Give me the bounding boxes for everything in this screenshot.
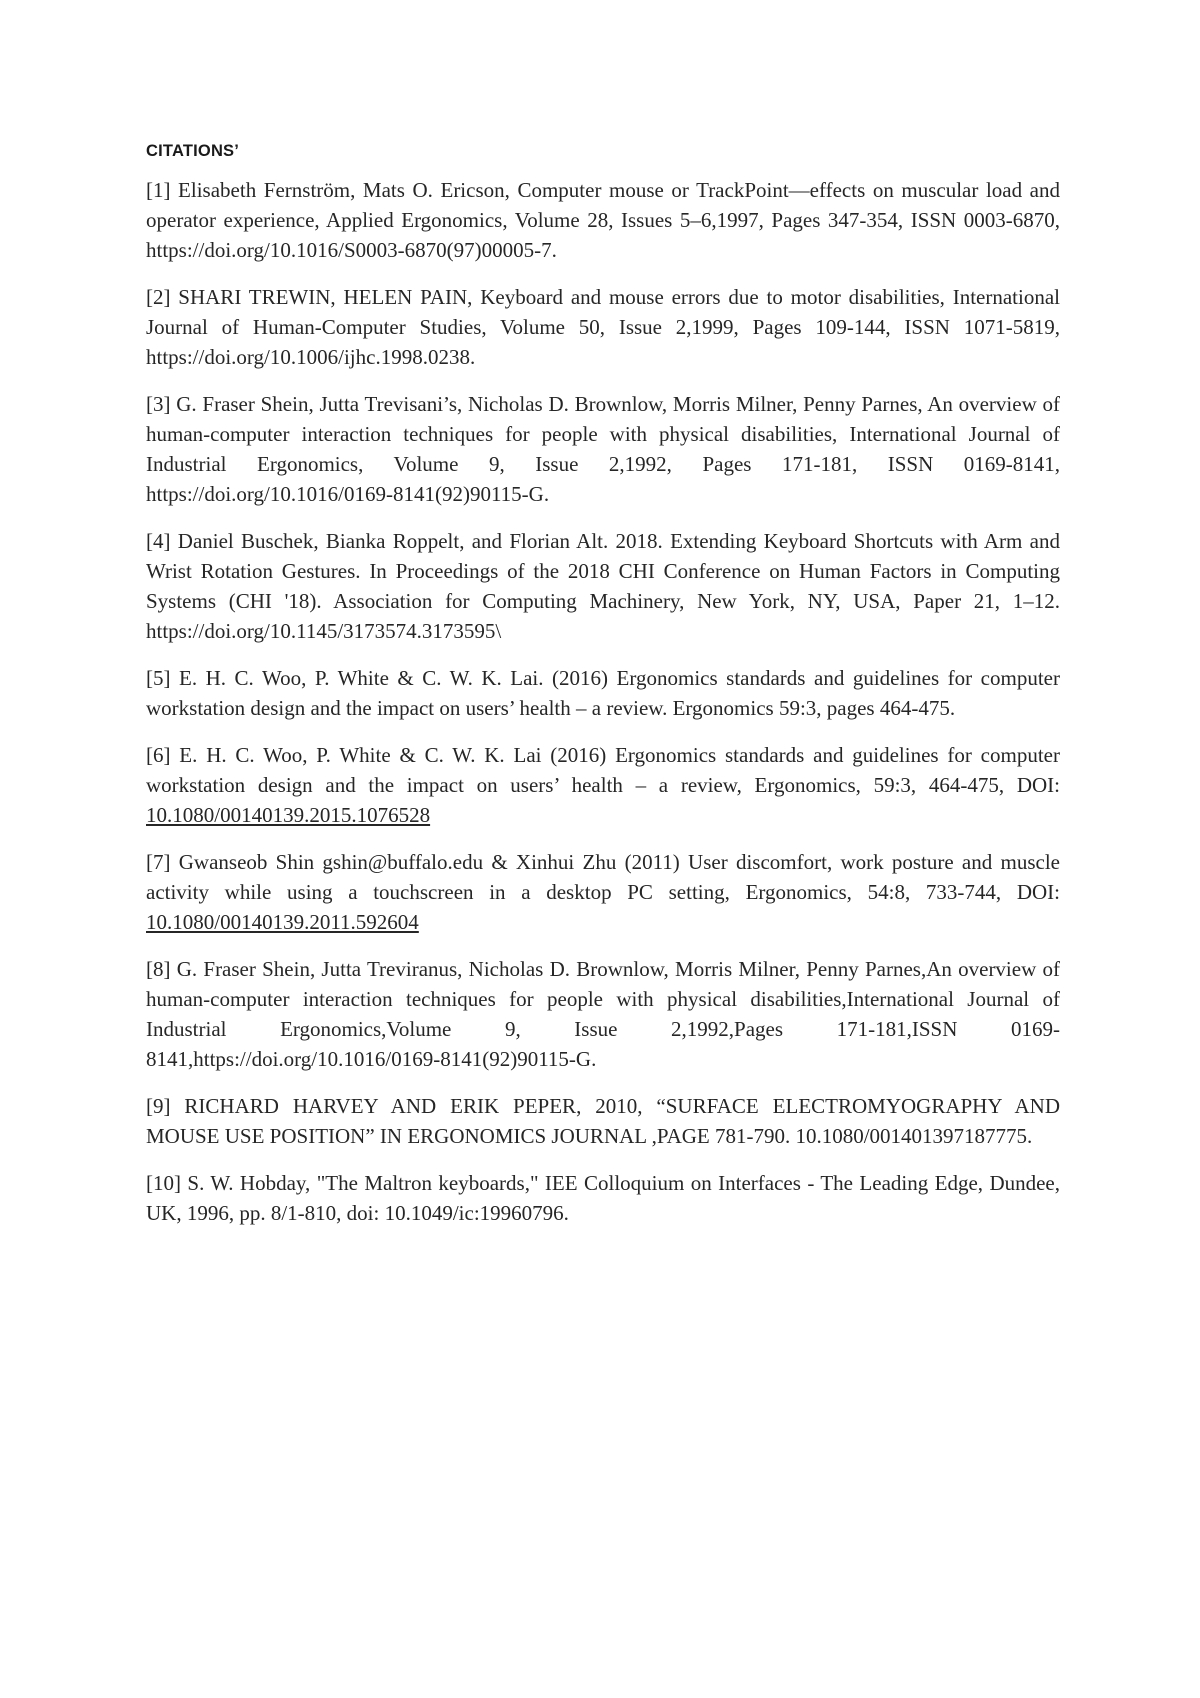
reference-4	[146, 526, 1060, 646]
reference-text: [7] Gwanseob Shin gshin@buffalo.edu & Xinhui Zhu (2011) User discomfort, work posture and muscle activity while using a touchscreen in a desktop PC setting, Ergonomics, 54:8, 733-744, DOI:	[146, 850, 1060, 904]
reference-9	[146, 1091, 1060, 1151]
reference-3	[146, 389, 1060, 509]
reference-text: [9] RICHARD HARVEY AND ERIK PEPER, 2010, “SURFACE ELECTROMYOGRAPHY AND MOUSE USE POSITION” IN ERGONOMICS JOURNAL ,PAGE 781-790. 10.1080/001401397187775.	[146, 1094, 1060, 1148]
reference-text: [5] E. H. C. Woo, P. White & C. W. K. Lai. (2016) Ergonomics standards and guidelines for computer workstation design and the impact on users’ health – a review. Ergonomics 59:3, pages 464-475.	[146, 666, 1060, 720]
reference-text: [6] E. H. C. Woo, P. White & C. W. K. Lai (2016) Ergonomics standards and guidelines for computer workstation design and the impact on users’ health – a review, Ergonomics, 59:3, 464-475, DOI:	[146, 743, 1060, 797]
reference-text: [8] G. Fraser Shein, Jutta Treviranus, Nicholas D. Brownlow, Morris Milner, Penny Parnes,An overview of human-computer interaction techniques for people with physical disabilities,International Journal of Industrial Ergonomics,Volume 9, Issue 2,1992,Pages 171-181,ISSN 0169-8141,https://doi.org/10.1016/0169-8141(92)90115-G.	[146, 957, 1060, 1071]
reference-10	[146, 1168, 1060, 1228]
doi-link[interactable]: 10.1080/00140139.2011.592604	[146, 910, 419, 934]
reference-5	[146, 663, 1060, 723]
reference-text: [1] Elisabeth Fernström, Mats O. Ericson, Computer mouse or TrackPoint—effects on muscular load and operator experience, Applied Ergonomics, Volume 28, Issues 5–6,1997, Pages 347-354, ISSN 0003-6870, https://doi.org/10.1016/S0003-6870(97)00005-7.	[146, 178, 1060, 262]
doi-link[interactable]: 10.1080/00140139.2015.1076528	[146, 803, 431, 827]
reference-7	[146, 847, 1060, 937]
reference-text: [3] G. Fraser Shein, Jutta Trevisani’s, Nicholas D. Brownlow, Morris Milner, Penny Parnes, An overview of human-computer interaction techniques for people with physical disabilities, International Journal of Industrial Ergonomics, Volume 9, Issue 2,1992, Pages 171-181, ISSN 0169-8141, https://doi.org/10.1016/0169-8141(92)90115-G.	[146, 392, 1060, 506]
page-title: CITATIONS’	[146, 142, 240, 160]
reference-1	[146, 175, 1060, 265]
citations-section	[146, 142, 1060, 1245]
reference-6	[146, 740, 1060, 830]
reference-list	[146, 175, 1060, 1228]
reference-text: [4] Daniel Buschek, Bianka Roppelt, and Florian Alt. 2018. Extending Keyboard Shortcuts with Arm and Wrist Rotation Gestures. In Proceedings of the 2018 CHI Conference on Human Factors in Computing Systems (CHI '18). Association for Computing Machinery, New York, NY, USA, Paper 21, 1–12. https://doi.org/10.1145/3173574.3173595\	[146, 529, 1060, 643]
reference-2	[146, 282, 1060, 372]
reference-8	[146, 954, 1060, 1074]
reference-text: [10] S. W. Hobday, "The Maltron keyboards," IEE Colloquium on Interfaces - The Leading Edge, Dundee, UK, 1996, pp. 8/1-810, doi: 10.1049/ic:19960796.	[146, 1171, 1060, 1225]
reference-text: [2] SHARI TREWIN, HELEN PAIN, Keyboard and mouse errors due to motor disabilities, International Journal of Human-Computer Studies, Volume 50, Issue 2,1999, Pages 109-144, ISSN 1071-5819, https://doi.org/10.1006/ijhc.1998.0238.	[146, 285, 1060, 369]
